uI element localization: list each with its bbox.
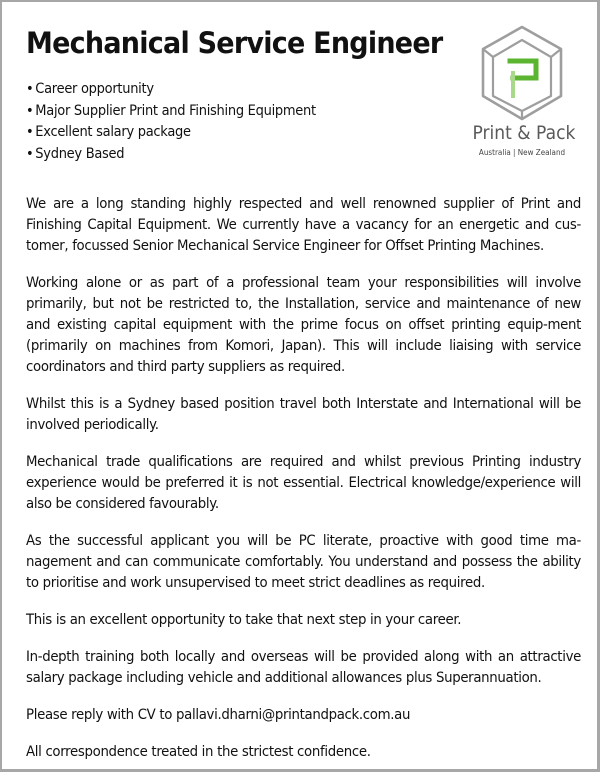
ad-body [26, 194, 581, 779]
highlight-item: • Career opportunity [26, 79, 316, 101]
paragraph-skills: As the successful applicant you will be PC literate, proactive with good time ma-nagement and can communicate comfortably. You understand and possess the ability to prioritise and work unsupervised to meet strict deadlines as required. [26, 533, 581, 591]
highlight-item: • Sydney Based [26, 144, 316, 166]
logo-wordmark: Print & Pack [472, 122, 576, 144]
highlights-list [26, 79, 338, 166]
contact-email-link[interactable]: pallavi.dharni@printandpack.com.au [175, 707, 411, 723]
paragraph-benefits: In-depth training both locally and overseas will be provided along with an attractive salary package including vehicle and additional allowances plus Superannuation. [26, 649, 581, 686]
paragraph-company: We are a long standing highly respected and well renowned supplier of Print and Finishing Capital Equipment. We currently have a vacancy for an energetic and cus-tomer, focussed Senior Mechanical Service Engineer for Offset Printing Machines. [26, 196, 581, 254]
logo-tagline: Australia | New Zealand [478, 148, 566, 157]
paragraph-qualifications: Mechanical trade qualifications are required and whilst previous Printing industry experience would be preferred it is not essential. Electrical knowledge/experience will also be considered favourably. [26, 454, 581, 512]
paragraph-travel: Whilst this is a Sydney based position travel both Interstate and International will be involved periodically. [26, 396, 581, 433]
bullet-icon: • [26, 81, 34, 97]
paragraph-opportunity: This is an excellent opportunity to take that next step in your career. [26, 612, 462, 628]
contact-line: Please reply with CV to pallavi.dharni@printandpack.com.au [26, 707, 411, 723]
job-title: Mechanical Service Engineer [26, 26, 443, 60]
highlight-item: • Major Supplier Print and Finishing Equipment [26, 101, 316, 123]
highlight-item: • Excellent salary package [26, 122, 316, 144]
closing-line: All correspondence treated in the strictest confidence. [26, 744, 371, 760]
bullet-icon: • [26, 146, 34, 163]
bullet-icon: • [26, 102, 34, 119]
company-logo [467, 24, 577, 164]
hexagon-p-logo-icon [479, 24, 565, 122]
paragraph-responsibilities: Working alone or as part of a professional team your responsibilities will involve primarily, but not be restricted to, the Installation, service and maintenance of new and existing capital equipment with the prime focus on offset printing equip-ment (primarily on machines from Komori, Japan). This will include liaising with service coordinators and third party suppliers as required. [26, 275, 581, 375]
bullet-icon: • [26, 124, 34, 141]
